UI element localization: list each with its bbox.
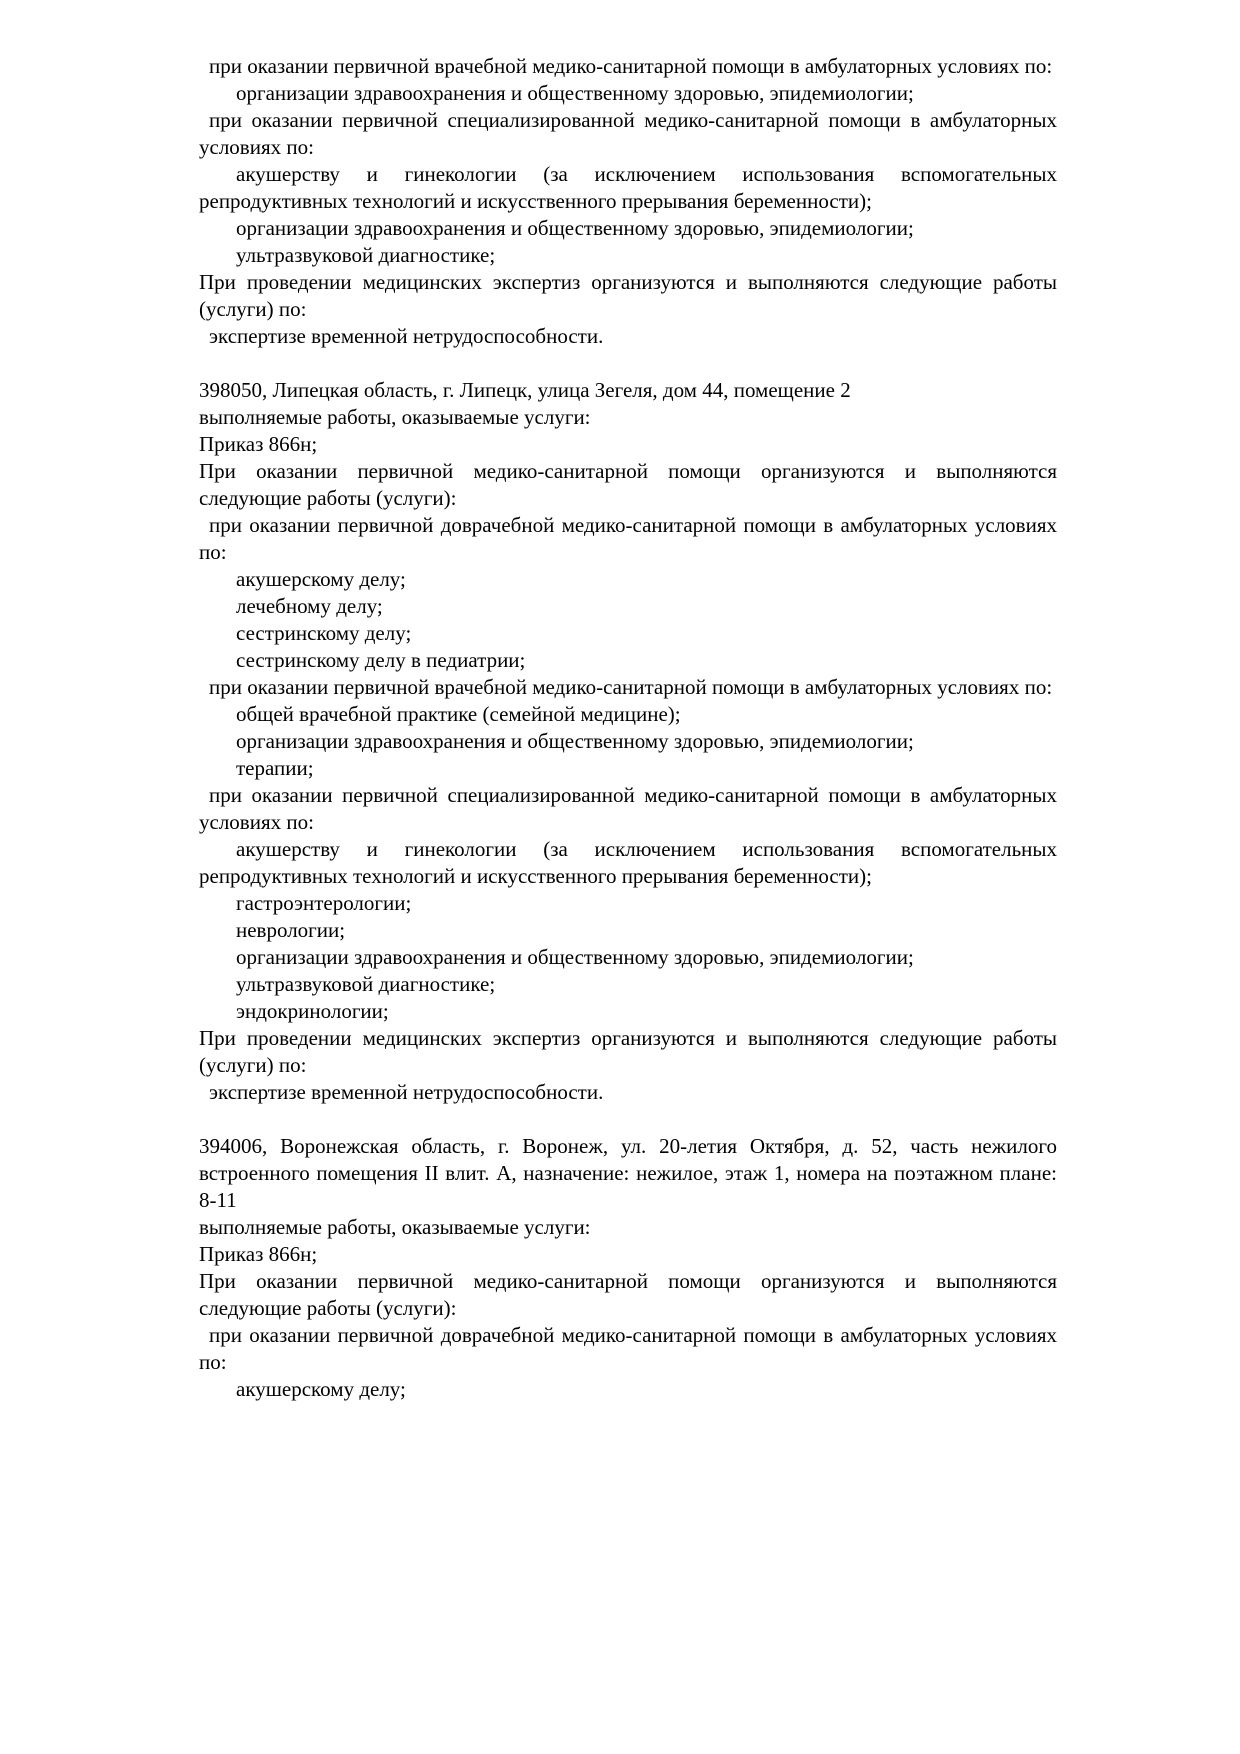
subsection-line: при оказании первичной врачебной медико-санитарной помощи в амбулаторных условиях по: bbox=[209, 54, 1053, 78]
service-line: организации здравоохранения и общественному здоровью, эпидемиологии; bbox=[236, 81, 914, 105]
service-line: терапии; bbox=[236, 756, 314, 780]
address-block-lipetsk bbox=[199, 377, 1057, 1106]
service-line: лечебному делу; bbox=[236, 594, 383, 618]
service-line: неврологии; bbox=[236, 918, 346, 942]
service-line: организации здравоохранения и общественному здоровью, эпидемиологии; bbox=[236, 729, 914, 753]
section-line: При проведении медицинских экспертиз организуются и выполняются следующие работы (услуги) по: bbox=[199, 270, 1057, 321]
subsection-line: при оказании первичной специализированной медико-санитарной помощи в амбулаторных условиях по: bbox=[199, 108, 1057, 159]
order-line: Приказ 866н; bbox=[199, 432, 318, 456]
service-line: экспертизе временной нетрудоспособности. bbox=[209, 324, 604, 348]
service-line: акушерскому делу; bbox=[236, 567, 406, 591]
service-line: эндокринологии; bbox=[236, 999, 389, 1023]
subsection-line: при оказании первичной доврачебной медико-санитарной помощи в амбулаторных условиях по: bbox=[199, 513, 1057, 564]
service-line: общей врачебной практике (семейной медицине); bbox=[236, 702, 681, 726]
services-caption: выполняемые работы, оказываемые услуги: bbox=[199, 1215, 591, 1239]
order-line: Приказ 866н; bbox=[199, 1242, 318, 1266]
service-line: акушерству и гинекологии (за исключением использования вспомогательных репродуктивных технологий и искусственного прерывания беременности); bbox=[199, 162, 1057, 213]
services-block-continued bbox=[199, 53, 1057, 350]
service-line: гастроэнтерологии; bbox=[236, 891, 412, 915]
service-line: акушерскому делу; bbox=[236, 1377, 406, 1401]
address-line: 394006, Воронежская область, г. Воронеж, ул. 20-летия Октября, д. 52, часть нежилого встроенного помещения II влит. А, назначение: нежилое, этаж 1, номера на поэтажном плане: 8-11 bbox=[199, 1134, 1057, 1212]
address-line: 398050, Липецкая область, г. Липецк, улица Зегеля, дом 44, помещение 2 bbox=[199, 378, 851, 402]
section-line: При проведении медицинских экспертиз организуются и выполняются следующие работы (услуги) по: bbox=[199, 1026, 1057, 1077]
service-line: ультразвуковой диагностике; bbox=[236, 243, 496, 267]
address-block-voronezh bbox=[199, 1133, 1057, 1403]
subsection-line: при оказании первичной специализированной медико-санитарной помощи в амбулаторных условиях по: bbox=[199, 783, 1057, 834]
service-line: ультразвуковой диагностике; bbox=[236, 972, 496, 996]
subsection-line: при оказании первичной доврачебной медико-санитарной помощи в амбулаторных условиях по: bbox=[199, 1323, 1057, 1374]
service-line: экспертизе временной нетрудоспособности. bbox=[209, 1080, 604, 1104]
service-line: сестринскому делу в педиатрии; bbox=[236, 648, 526, 672]
services-caption: выполняемые работы, оказываемые услуги: bbox=[199, 405, 591, 429]
service-line: сестринскому делу; bbox=[236, 621, 412, 645]
section-line: При оказании первичной медико-санитарной помощи организуются и выполняются следующие работы (услуги): bbox=[199, 459, 1057, 510]
section-line: При оказании первичной медико-санитарной помощи организуются и выполняются следующие работы (услуги): bbox=[199, 1269, 1057, 1320]
service-line: организации здравоохранения и общественному здоровью, эпидемиологии; bbox=[236, 945, 914, 969]
service-line: акушерству и гинекологии (за исключением использования вспомогательных репродуктивных технологий и искусственного прерывания беременности); bbox=[199, 837, 1057, 888]
service-line: организации здравоохранения и общественному здоровью, эпидемиологии; bbox=[236, 216, 914, 240]
subsection-line: при оказании первичной врачебной медико-санитарной помощи в амбулаторных условиях по: bbox=[209, 675, 1053, 699]
